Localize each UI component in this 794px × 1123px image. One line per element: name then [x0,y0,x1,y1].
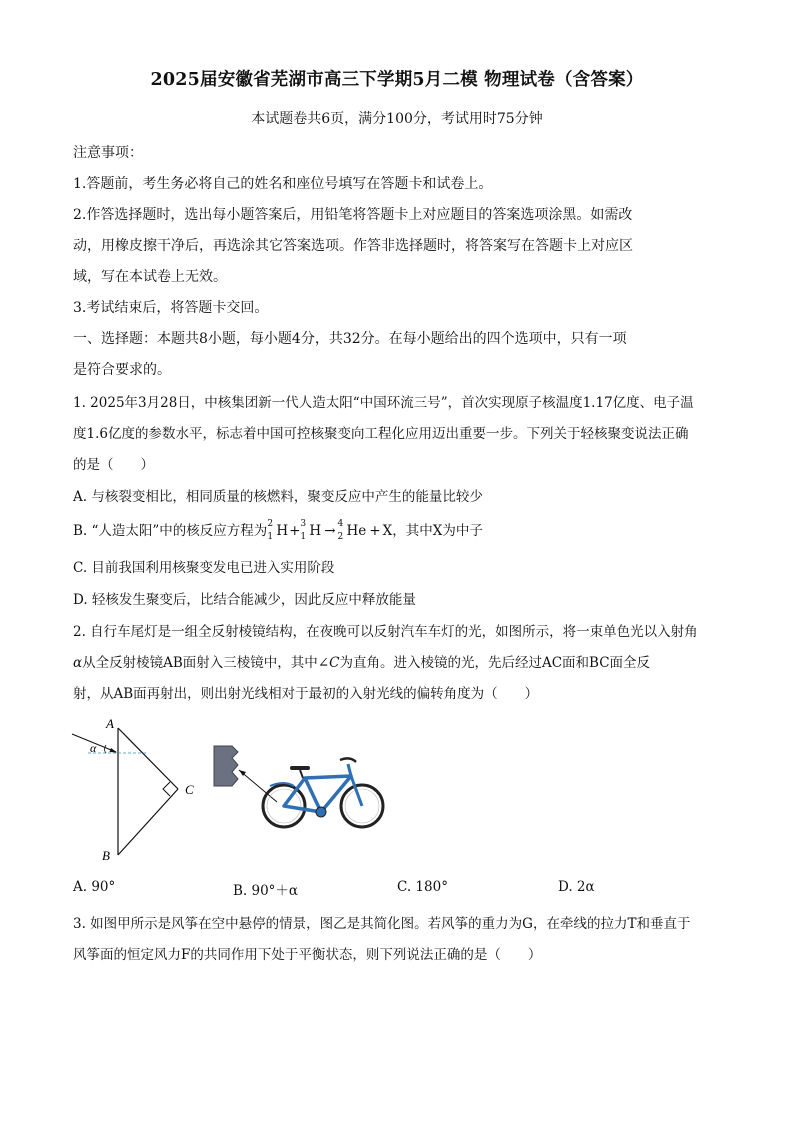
nuclide-deuterium: 2 1 H [267,519,289,542]
q1-stem-line-3: 的是（ ） [73,457,154,473]
bicycle-icon [263,758,383,827]
page-subtitle: 本试题卷共6页，满分100分，考试用时75分钟 [251,111,543,127]
q1-option-a: A. 与核裂变相比，相同质量的核燃料，聚变反应中产生的能量比较少 [73,489,483,505]
note-item-2-line-1: 2.作答选择题时，选出每小题答案后，用铅笔将答题卡上对应题目的答案选项涂黑。如需改 [73,207,633,223]
q2-option-b: B. 90°＋α [233,883,299,899]
q3-stem-line-1: 3. 如图甲所示是风筝在空中悬停的情景，图乙是其简化图。若风筝的重力为G，在牵线的拉力T和垂直于 [73,916,691,932]
page-title: 2025届安徽省芜湖市高三下学期5月二模 物理试卷（含答案） [150,70,644,90]
bicycle-illustration [210,742,395,842]
note-item-3: 3.考试结束后，将答题卡交回。 [73,300,269,316]
prism-face-bc [118,789,178,855]
incident-ray-arrow-icon [110,748,118,753]
q3-stem-line-2: 风筝面的恒定风力F的共同作用下处于平衡状态，则下列说法正确的是（ ） [73,947,542,963]
q1-option-c: C. 目前我国利用核聚变发电已进入实用阶段 [73,560,335,576]
prism-diagram [64,712,204,864]
q1-option-d: D. 轻核发生聚变后，比结合能减少，因此反应中释放能量 [73,592,416,608]
q1-stem-line-1: 1. 2025年3月28日，中核集团新一代人造太阳“中国环流三号”，首次实现原子核温度1.17亿度、电子温 [73,395,694,411]
angle-arc [105,745,107,753]
label-c: C [185,782,194,797]
q1-option-b-suffix: ，其中X为中子 [392,523,483,539]
label-a: A [106,716,114,731]
angle-c-symbol: ∠C [317,655,340,671]
q2-stem-line-2: α从全反射棱镜AB面射入三棱镜中，其中∠C为直角。进入棱镜的光，先后经过AC面和BC面全反 [73,655,651,671]
q2-stem-line-3: 射，从AB面再射出，则出射光线相对于最初的入射光线的偏转角度为（ ） [73,686,539,702]
note-item-2-line-2: 动，用橡皮擦干净后，再选涂其它答案选项。作答非选择题时，将答案写在答题卡上对应区 [73,238,633,254]
q1-option-b-prefix: B. “人造太阳”中的核反应方程为 [73,523,268,539]
q2-option-c: C. 180° [397,879,448,895]
right-angle-mark [163,782,170,796]
q2-option-a: A. 90° [73,879,116,895]
tail-reflector-icon [214,746,238,786]
label-alpha: α [90,741,97,755]
q2-option-d: D. 2α [558,879,595,895]
q1-option-b: B. “人造太阳”中的核反应方程为 2 1 H+ 3 1 H → 4 2 He + X，其中X为中子 [73,519,483,542]
prism-face-ac [118,728,178,789]
q2-stem-line-1: 2. 自行车尾灯是一组全反射棱镜结构，在夜晚可以反射汽车车灯的光，如图所示，将一束单色光以入射角 [73,624,698,640]
nuclide-helium: 4 2 He [337,519,367,542]
notes-heading: 注意事项： [73,145,143,161]
note-item-2-line-3: 域，写在本试卷上无效。 [73,269,227,285]
q1-stem-line-2: 度1.6亿度的参数水平，标志着中国可控核聚变向工程化应用迈出重要一步。下列关于轻核聚变说法正确 [73,426,689,442]
section-1-heading-line-1: 一、选择题：本题共8小题，每小题4分，共32分。在每小题给出的四个选项中，只有一项 [73,331,627,347]
label-b: B [102,848,110,863]
section-1-heading-line-2: 是符合要求的。 [73,362,171,378]
alpha-symbol: α [73,655,83,671]
nuclide-tritium: 3 1 H [300,519,322,542]
note-item-1: 1.答题前，考生务必将自己的姓名和座位号填写在答题卡和试卷上。 [73,176,493,192]
reaction-arrow: → [324,523,336,539]
